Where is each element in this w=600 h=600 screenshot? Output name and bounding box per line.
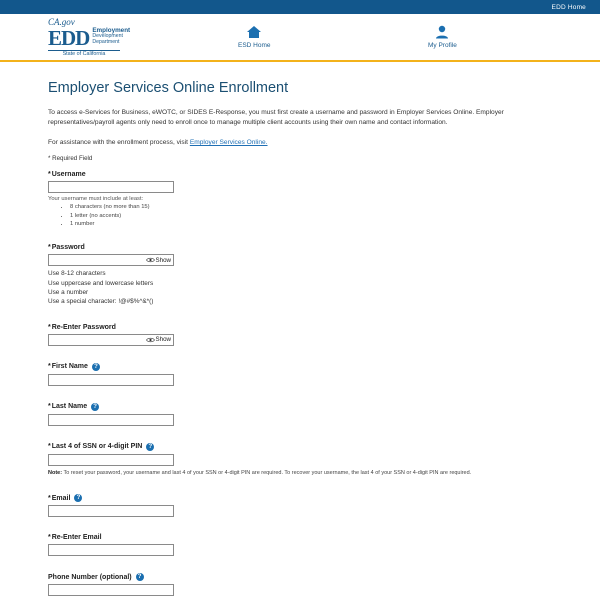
field-password	[48, 244, 552, 306]
password-label-text: Password	[51, 244, 85, 252]
field-reenter-email	[48, 534, 552, 556]
nav-my-profile[interactable]	[428, 25, 457, 49]
last-name-required-star: *	[48, 403, 51, 411]
last-name-input[interactable]	[48, 414, 174, 426]
eye-icon	[146, 257, 154, 263]
username-label-text: Username	[51, 171, 86, 179]
main-content	[0, 62, 600, 596]
ssn-pin-label	[48, 443, 552, 451]
username-label	[48, 171, 552, 178]
nav-esd-home[interactable]	[238, 25, 271, 49]
intro-paragraph: To access e-Services for Business, eWOTC, or SIDES E-Response, you must first create a username and password in Employer Services Online. Employer representatives/payroll agents only need to enroll once to manage multiple client accounts using their own name and contact information.	[48, 109, 504, 127]
reenter-password-show-toggle[interactable]	[146, 334, 171, 346]
reenter-password-label-text: Re-Enter Password	[51, 323, 116, 331]
edd-home-link[interactable]: EDD Home	[551, 3, 586, 11]
first-name-label-text: First Name	[51, 363, 88, 371]
help-icon[interactable]: ?	[91, 403, 99, 411]
reenter-email-label	[48, 534, 552, 541]
last-name-label-text: Last Name	[51, 403, 88, 411]
ssn-pin-required-star: *	[48, 443, 51, 451]
employer-services-online-link[interactable]: Employer Services Online.	[189, 139, 268, 147]
field-last-name	[48, 403, 552, 426]
site-header	[0, 14, 600, 62]
password-required-star: *	[48, 244, 51, 252]
reenter-password-label	[48, 324, 552, 331]
password-label	[48, 244, 552, 251]
page-title: Employer Services Online Enrollment	[48, 80, 289, 96]
username-rules	[48, 204, 552, 227]
password-show-toggle[interactable]	[146, 254, 171, 266]
edd-line-employment: Employment	[92, 26, 131, 34]
field-reenter-password	[48, 324, 552, 346]
edd-state-of-california: State of California	[48, 50, 120, 57]
password-rule: Use 8-12 characters	[48, 270, 106, 278]
nav-my-profile-label: My Profile	[428, 42, 457, 49]
home-icon	[246, 25, 262, 39]
email-label	[48, 494, 552, 502]
edd-logo[interactable]	[0, 18, 170, 57]
person-icon	[435, 25, 449, 39]
username-rule: • 1 number	[70, 221, 552, 227]
field-phone-number	[48, 573, 552, 596]
nav-esd-home-label: ESD Home	[238, 42, 271, 49]
reenter-email-required-star: *	[48, 534, 51, 542]
last-name-label	[48, 403, 552, 411]
edd-monogram: EDD	[48, 25, 90, 50]
help-icon[interactable]: ?	[74, 494, 82, 502]
phone-number-label-text: Phone Number (optional)	[48, 573, 132, 581]
username-required-star: *	[48, 171, 51, 179]
password-rule: Use uppercase and lowercase letters	[48, 279, 154, 287]
username-hint: Your username must include at least:	[48, 196, 144, 203]
field-first-name	[48, 363, 552, 386]
ca-gov-text: CA.gov	[48, 16, 75, 27]
top-utility-bar	[0, 0, 600, 14]
email-required-star: *	[48, 494, 51, 502]
edd-line-development: Development	[92, 33, 123, 40]
reenter-password-required-star: *	[48, 323, 51, 331]
email-input[interactable]	[48, 505, 174, 517]
ssn-pin-note	[48, 470, 518, 478]
required-field-note: * Required Field	[48, 155, 93, 163]
assistance-text: For assistance with the enrollment process, visit	[48, 139, 190, 147]
first-name-required-star: *	[48, 363, 51, 371]
password-rule: Use a special character: !@#$%^&*()	[48, 298, 154, 306]
assistance-paragraph	[48, 139, 552, 146]
ssn-pin-input[interactable]	[48, 454, 174, 466]
first-name-input[interactable]	[48, 374, 174, 386]
password-rules	[48, 269, 552, 306]
field-email	[48, 494, 552, 517]
eye-icon	[146, 337, 154, 343]
first-name-label	[48, 363, 552, 371]
username-rule: • 8 characters (no more than 15)	[70, 204, 552, 210]
phone-number-label	[48, 573, 552, 581]
ssn-pin-note-text: To reset your password, your username and last 4 of your SSN or 4-digit PIN are required. To recover your username, the last 4 of your SSN or 4-digit PIN are required.	[62, 469, 472, 476]
help-icon[interactable]: ?	[92, 363, 100, 371]
username-input[interactable]	[48, 181, 174, 193]
reenter-password-show-label: Show	[155, 336, 171, 344]
ssn-pin-note-prefix: Note:	[48, 469, 63, 476]
reenter-email-label-text: Re-Enter Email	[51, 534, 102, 542]
help-icon[interactable]: ?	[146, 443, 154, 451]
reenter-email-input[interactable]	[48, 544, 174, 556]
username-rule: • 1 letter (no accents)	[70, 213, 552, 219]
password-show-label: Show	[155, 256, 171, 264]
password-rule: Use a number	[48, 289, 89, 296]
edd-line-department: Department	[92, 38, 120, 45]
phone-number-input[interactable]	[48, 584, 174, 596]
help-icon[interactable]: ?	[136, 573, 144, 581]
ssn-pin-label-text: Last 4 of SSN or 4-digit PIN	[51, 443, 143, 451]
email-label-text: Email	[51, 494, 71, 502]
field-ssn-pin	[48, 443, 552, 478]
field-username	[48, 171, 552, 227]
